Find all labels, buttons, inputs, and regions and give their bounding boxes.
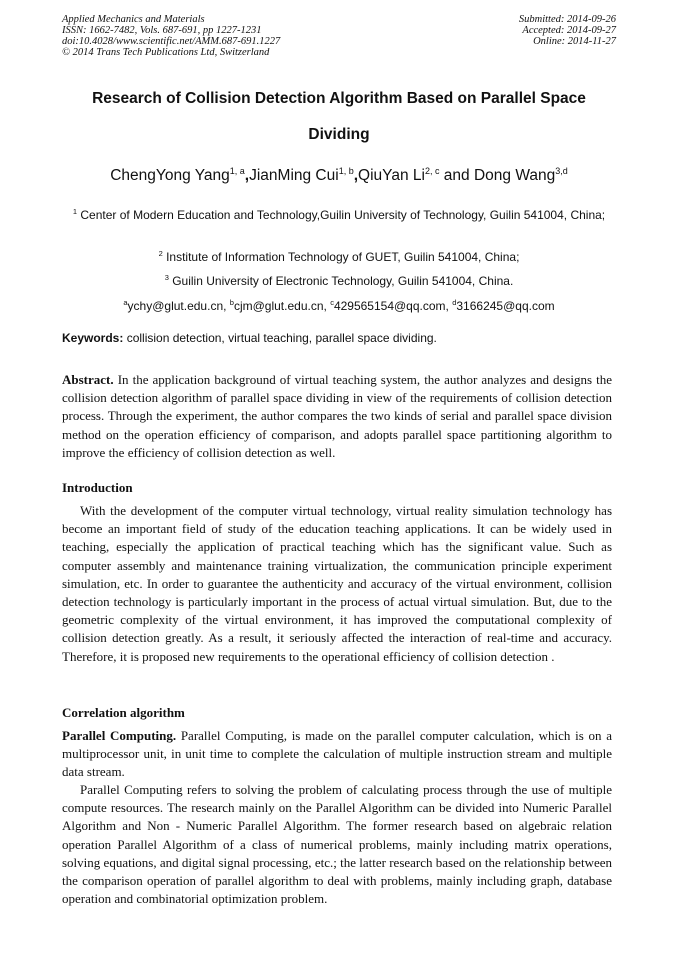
submitted-date: Submitted: 2014-09-26 [518, 14, 616, 25]
abstract-paragraph [62, 371, 612, 462]
affiliation-2 [62, 244, 616, 267]
issn-line: ISSN: 1662-7482, Vols. 687-691, pp 1227-1231 [62, 25, 262, 36]
journal-name: Applied Mechanics and Materials [62, 14, 205, 25]
author-superscript: 2, c [424, 166, 440, 176]
affiliation-text: Guilin University of Electronic Technology, Guilin 541004, China. [172, 274, 514, 288]
email-address: 429565154@qq.com, [333, 299, 453, 313]
affiliation-text: Center of Modern Education and Technology,Guilin University of Technology, Guilin 541004, China; [80, 208, 606, 222]
affiliation-1 [62, 202, 616, 225]
email-superscript: b [229, 298, 234, 307]
paper-title-line-2: Dividing [308, 126, 370, 143]
author-list: ChengYong Yang$^{1, a}$,JianMing Cui$^{1, b}$,QiuYan Li$^{2, c}$ and Dong Wang$^{3,d}$ [110, 166, 568, 185]
introduction-heading: Introduction [62, 480, 133, 495]
keywords [62, 331, 616, 345]
abstract-text: In the application background of virtual teaching system, the author analyzes and designs the collision detection algorithm of parallel space dividing in view of the requirements of collision detection process. Through the experiment, the author compares the two kinds of serial and parallel space division method on the operation efficiency of comparison, and adopts parallel space partitioning algorithm to improve the efficiency of collision detection as well. [62, 372, 612, 460]
affiliation-3 [62, 268, 616, 291]
abstract-label: Abstract. [62, 372, 114, 387]
affiliation-number: 2 [158, 249, 163, 258]
email-address: 3166245@qq.com [456, 299, 555, 313]
accepted-date: Accepted: 2014-09-27 [522, 25, 616, 36]
journal-header-left [62, 14, 280, 58]
copyright-line: © 2014 Trans Tech Publications Ltd, Switzerland [62, 47, 270, 58]
author-name: JianMing Cui [249, 167, 339, 185]
email-superscript: d [452, 298, 457, 307]
email-address: cjm@glut.edu.cn, [233, 299, 331, 313]
author-emails [62, 293, 616, 316]
introduction-paragraph: With the development of the computer virtual technology, virtual reality simulation technology has become an important field of study of the education teaching applications. It can be widely used in teaching, especially the application of practical teaching which has the significant value. Such as computer assembly and maintenance training virtualization, the communication principle experiment simulation, etc. In order to guarantee the authenticity and accuracy of the virtual environment, collision detection technology is particularly important in the process of actual virtual simulation. But, due to the geometric complexity of the virtual environment, it has improved the computational complexity of collision detection greatly. As a result, it seriously affected the interaction of real-time and accuracy. Therefore, it is proposed new requirements to the operational efficiency of collision detection . [62, 503, 612, 664]
author-superscript: 1, b [338, 166, 354, 176]
affiliation-number: 3 [164, 273, 169, 282]
author-name: ChengYong Yang [110, 167, 230, 185]
email-address: ychy@glut.edu.cn, [127, 299, 230, 313]
affiliation-text: Institute of Information Technology of GUET, Guilin 541004, China; [166, 250, 520, 264]
email-superscript: c [330, 298, 334, 307]
parallel-algorithm-paragraph: Parallel Computing refers to solving the problem of calculating process through the use of multiple compute resources. The research mainly on the Parallel Algorithm can be divided into Numeric Parallel Algorithm and Non - Numeric Parallel Algorithm. The former research based on algebraic relation operation Parallel Algorithm of a class of numerical problems, mainly including matrix operations, solving equations, and digital signal processing, etc.; the latter research based on the relationship between the comparison operation of parallel algorithm to deal with problems, mainly including graph, database operation and combinatorial optimization problem. [62, 782, 612, 907]
paper-title-line-1: Research of Collision Detection Algorithm Based on Parallel Space [92, 90, 586, 107]
email-superscript: a [123, 298, 128, 307]
online-date: Online: 2014-11-27 [533, 36, 616, 47]
keywords-text: collision detection, virtual teaching, parallel space dividing. [123, 331, 437, 345]
affiliation-number: 1 [72, 207, 78, 216]
correlation-heading: Correlation algorithm [62, 705, 185, 720]
parallel-computing-paragraph [62, 727, 612, 782]
author-superscript: 1, a [229, 166, 245, 176]
author-name: QiuYan Li [358, 167, 425, 185]
doi-line: doi:10.4028/www.scientific.net/AMM.687-691.1227 [62, 36, 281, 47]
author-name: Dong Wang [473, 167, 556, 185]
parallel-computing-text: Parallel Computing, is made on the parallel computer calculation, which is on a multiprocessor unit, in unit time to complete the calculation of multiple instruction stream and multiple data stream. [62, 728, 612, 780]
parallel-computing-label: Parallel Computing. [62, 728, 177, 743]
keywords-label: Keywords: [62, 331, 124, 345]
author-superscript: 3,d [555, 166, 568, 176]
journal-header-right [519, 14, 616, 47]
